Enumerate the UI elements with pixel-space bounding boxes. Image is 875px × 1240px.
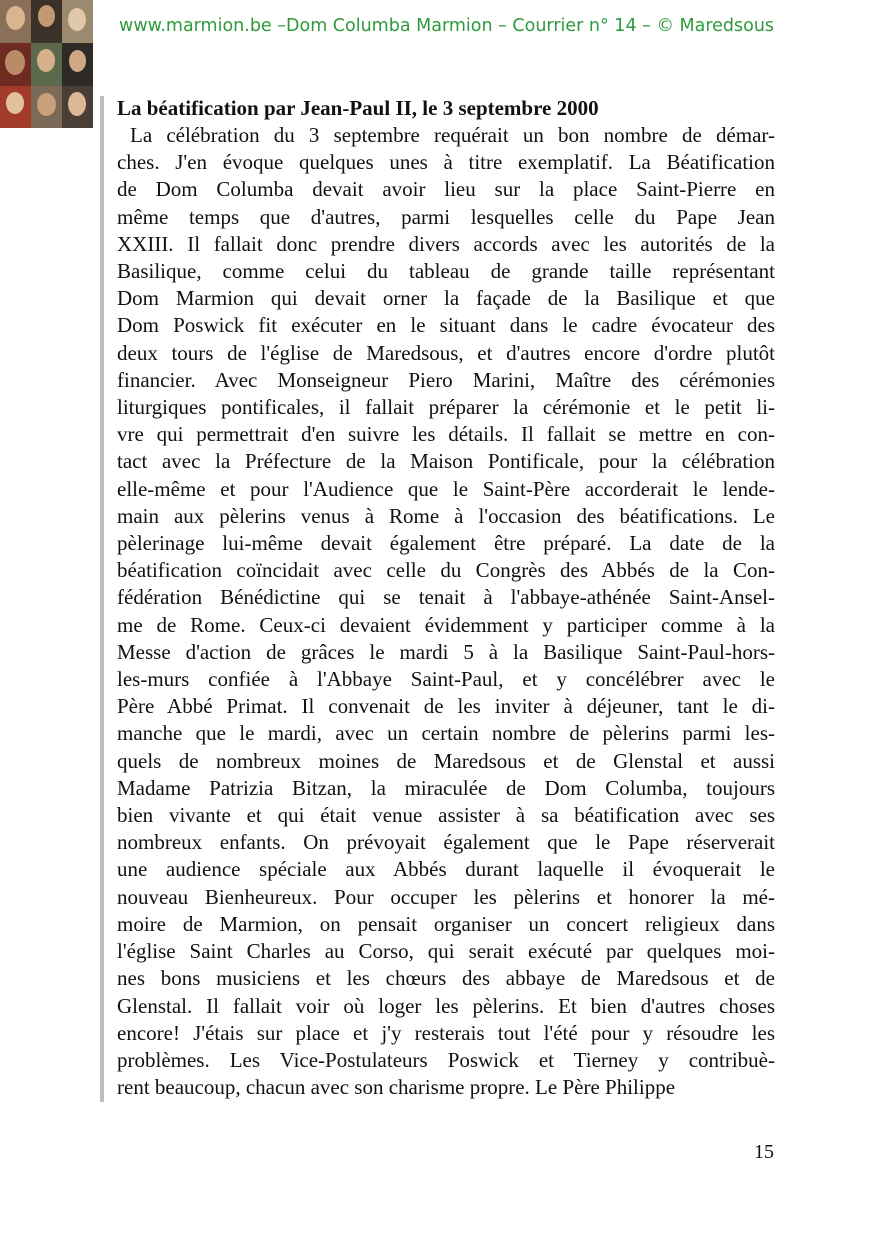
body-line: ches. J'en évoque quelques unes à titre exemplatif. La Béatification [117,150,775,175]
body-line: La célébration du 3 septembre requérait un bon nombre de démar- [130,123,775,147]
body-line: moire de Marmion, on pensait organiser un concert religieux dans [117,911,775,936]
body-line: fédération Bénédictine qui se tenait à l'abbaye-athénée Saint-Ansel- [117,585,775,610]
body-line: les-murs confiée à l'Abbaye Saint-Paul, et y concélébrer avec le [117,667,775,692]
body-line: Père Abbé Primat. Il convenait de les inviter à déjeuner, tant le di- [117,694,775,719]
body-line: quels de nombreux moines de Maredsous et de Glenstal et aussi [117,748,775,773]
body-line: bien vivante et qui était venue assister à sa béatification avec ses [117,803,775,828]
body-line: nombreux enfants. On prévoyait également que le Pape réserverait [117,830,775,855]
body-line: Madame Patrizia Bitzan, la miraculée de Dom Columba, toujours [117,775,775,800]
body-line: elle-même et pour l'Audience que le Saint-Père accorderait le lende- [117,476,775,501]
body-line: Glenstal. Il fallait voir où loger les pèlerins. Et bien d'autres choses [117,993,775,1018]
body-line: une audience spéciale aux Abbés durant laquelle il évoquerait le [117,857,775,882]
header-photo-collage [0,0,93,128]
body-line: vre qui permettrait d'en suivre les détails. Il fallait se mettre en con- [117,422,775,447]
body-line: Dom Poswick fit exécuter en le situant dans le cadre évocateur des [117,313,775,338]
body-line: rent beaucoup, chacun avec son charisme propre. Le Père Philippe [117,1075,676,1100]
header-url-line: www.marmion.be –Dom Columba Marmion – Courrier n° 14 – © Maredsous [119,16,775,36]
body-line: manche que le mardi, avec un certain nombre de pèlerins parmi les- [117,721,775,746]
body-line: pèlerinage lui-même devait également être préparé. La date de la [117,531,775,556]
body-line: même temps que d'autres, parmi lesquelles celle du Pape Jean [117,204,775,229]
body-line: financier. Avec Monseigneur Piero Marini, Maître des cérémonies [117,367,775,392]
body-line: tact avec la Préfecture de la Maison Pontificale, pour la célébration [117,449,775,474]
article-title: La béatification par Jean-Paul II, le 3 septembre 2000 [117,96,599,120]
article [117,95,775,1101]
body-line: deux tours de l'église de Maredsous, et d'autres encore d'ordre plutôt [117,340,775,365]
body-line: main aux pèlerins venus à Rome à l'occasion des béatifications. Le [117,503,775,528]
body-line: nouveau Bienheureux. Pour occuper les pèlerins et honorer la mé- [117,884,775,909]
body-line: liturgiques pontificales, il fallait préparer la cérémonie et le petit li- [117,395,775,420]
body-line: de Dom Columba devait avoir lieu sur la place Saint-Pierre en [117,177,775,202]
body-line: problèmes. Les Vice-Postulateurs Poswick et Tierney y contribuè- [117,1047,775,1072]
body-line: XXIII. Il fallait donc prendre divers accords avec les autorités de la [117,231,775,256]
body-line: nes bons musiciens et les chœurs des abbaye de Maredsous et de [117,966,775,991]
left-margin-rule [100,96,104,1102]
body-line: béatification coïncidait avec celle du Congrès des Abbés de la Con- [117,558,775,583]
body-line: l'église Saint Charles au Corso, qui serait exécuté par quelques moi- [117,939,775,964]
body-line: Messe d'action de grâces le mardi 5 à la Basilique Saint-Paul-hors- [117,639,775,664]
page-number: 15 [754,1141,774,1163]
article-body [117,122,775,1101]
body-line: Dom Marmion qui devait orner la façade de la Basilique et que [117,286,775,311]
body-line: Basilique, comme celui du tableau de grande taille représentant [117,259,775,284]
body-line: me de Rome. Ceux-ci devaient évidemment y participer comme à la [117,612,775,637]
body-line: encore! J'étais sur place et j'y resterais tout l'été pour y résoudre les [117,1020,775,1045]
